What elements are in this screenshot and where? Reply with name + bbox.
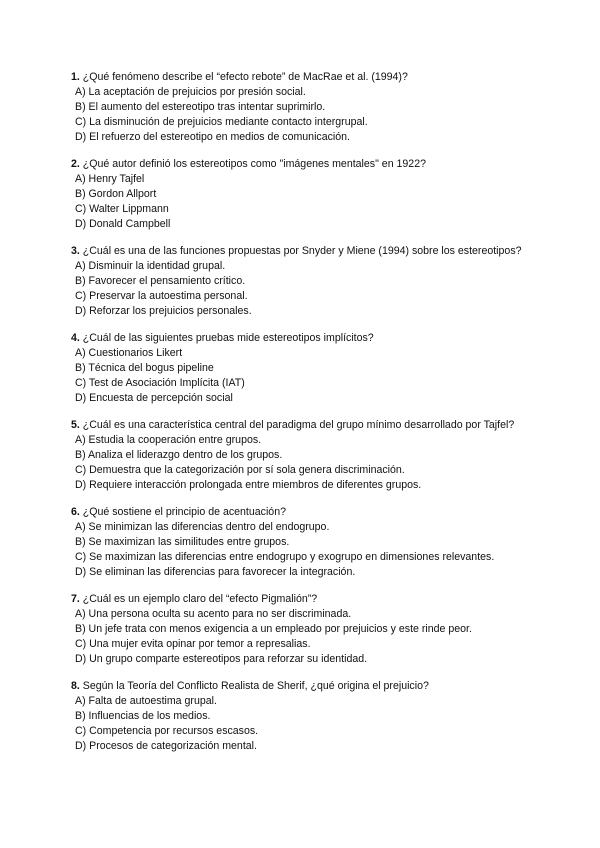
- answer-option-d: D) Requiere interacción prolongada entre miembros de diferentes grupos.: [75, 478, 422, 491]
- answer-option-a: A) Henry Tajfel: [75, 172, 145, 185]
- question-6: [71, 505, 560, 580]
- answer-option-b: B) Influencias de los medios.: [75, 710, 211, 723]
- answer-option-a: A) La aceptación de prejuicios por presión social.: [75, 85, 306, 98]
- question-number: 1.: [71, 71, 80, 83]
- answer-option-c: C) Competencia por recursos escasos.: [75, 724, 259, 737]
- question-text: [71, 505, 560, 520]
- answer-option-d: D) El refuerzo del estereotipo en medios de comunicación.: [75, 130, 350, 143]
- answer-option-c: C) Preservar la autoestima personal.: [75, 289, 248, 302]
- answer-option-d: D) Encuesta de percepción social: [75, 391, 233, 404]
- answer-option-c: C) Test de Asociación Implícita (IAT): [75, 376, 245, 389]
- question-number: 5.: [71, 419, 80, 432]
- answer-option-b: B) Gordon Allport: [75, 187, 157, 200]
- answer-option-b: B) Se maximizan las similitudes entre grupos.: [75, 535, 290, 548]
- answer-option-c: C) Se maximizan las diferencias entre endogrupo y exogrupo en dimensiones relevantes.: [75, 550, 495, 563]
- answer-option-a: A) Disminuir la identidad grupal.: [75, 259, 226, 272]
- answer-option-a: A) Una persona oculta su acento para no ser discriminada.: [75, 608, 352, 621]
- question-number: 4.: [71, 332, 80, 345]
- question-prompt: ¿Cuál es un ejemplo claro del “efecto Pigmalión”?: [82, 593, 318, 606]
- question-1: [71, 70, 560, 145]
- question-7: [71, 592, 560, 667]
- question-prompt: ¿Qué autor definió los estereotipos como "imágenes mentales" en 1922?: [82, 158, 426, 171]
- answer-option-d: D) Se eliminan las diferencias para favorecer la integración.: [75, 565, 356, 578]
- question-5: [71, 418, 560, 493]
- answer-option-b: B) Un jefe trata con menos exigencia a un empleado por prejuicios y este rinde peor.: [75, 623, 472, 635]
- question-number: 2.: [71, 158, 80, 171]
- question-number: 7.: [71, 593, 80, 606]
- question-prompt: ¿Qué sostiene el principio de acentuación?: [82, 506, 286, 519]
- question-2: [71, 157, 560, 232]
- question-4: [71, 331, 560, 406]
- answer-option-a: A) Se minimizan las diferencias dentro del endogrupo.: [75, 521, 330, 534]
- answer-option-b: B) El aumento del estereotipo tras intentar suprimirlo.: [75, 100, 326, 113]
- question-number: 3.: [71, 245, 80, 258]
- answer-option-a: A) Estudia la cooperación entre grupos.: [75, 434, 262, 447]
- question-text: [71, 157, 560, 172]
- answer-option-b: B) Analiza el liderazgo dentro de los grupos.: [75, 448, 283, 461]
- answer-option-d: D) Reforzar los prejuicios personales.: [75, 304, 252, 317]
- question-text: [71, 679, 560, 694]
- question-number: 8.: [71, 680, 80, 693]
- answer-option-a: A) Falta de autoestima grupal.: [75, 695, 217, 708]
- answer-option-d: D) Donald Campbell: [75, 217, 171, 230]
- question-prompt: Según la Teoría del Conflicto Realista de Sherif, ¿qué origina el prejuicio?: [82, 680, 429, 693]
- question-prompt: ¿Cuál es una de las funciones propuestas por Snyder y Miene (1994) sobre los estereotipos?: [82, 245, 522, 258]
- answer-option-b: B) Técnica del bogus pipeline: [75, 361, 214, 374]
- answer-option-c: C) Una mujer evita opinar por temor a represalias.: [75, 637, 311, 650]
- question-text: [71, 244, 560, 259]
- question-3: [71, 244, 560, 319]
- question-text: [71, 70, 560, 85]
- question-prompt: ¿Qué fenómeno describe el “efecto rebote” de MacRae et al. (1994)?: [82, 71, 408, 83]
- question-prompt: ¿Cuál de las siguientes pruebas mide estereotipos implícitos?: [82, 332, 374, 345]
- question-number: 6.: [71, 506, 80, 519]
- question-list: [71, 70, 560, 754]
- question-text: [71, 331, 560, 346]
- answer-option-c: C) La disminución de prejuicios mediante contacto intergrupal.: [75, 115, 368, 128]
- question-8: [71, 679, 560, 754]
- answer-option-d: D) Un grupo comparte estereotipos para reforzar su identidad.: [75, 652, 368, 665]
- question-text: [71, 418, 560, 433]
- answer-option-c: C) Walter Lippmann: [75, 202, 169, 215]
- answer-option-c: C) Demuestra que la categorización por sí sola genera discriminación.: [75, 463, 405, 476]
- question-text: [71, 592, 560, 607]
- answer-option-b: B) Favorecer el pensamiento crítico.: [75, 274, 246, 287]
- answer-option-d: D) Procesos de categorización mental.: [75, 739, 257, 752]
- answer-option-a: A) Cuestionarios Likert: [75, 347, 183, 359]
- question-prompt: ¿Cuál es una característica central del paradigma del grupo mínimo desarrollado por Tajfel?: [82, 419, 515, 432]
